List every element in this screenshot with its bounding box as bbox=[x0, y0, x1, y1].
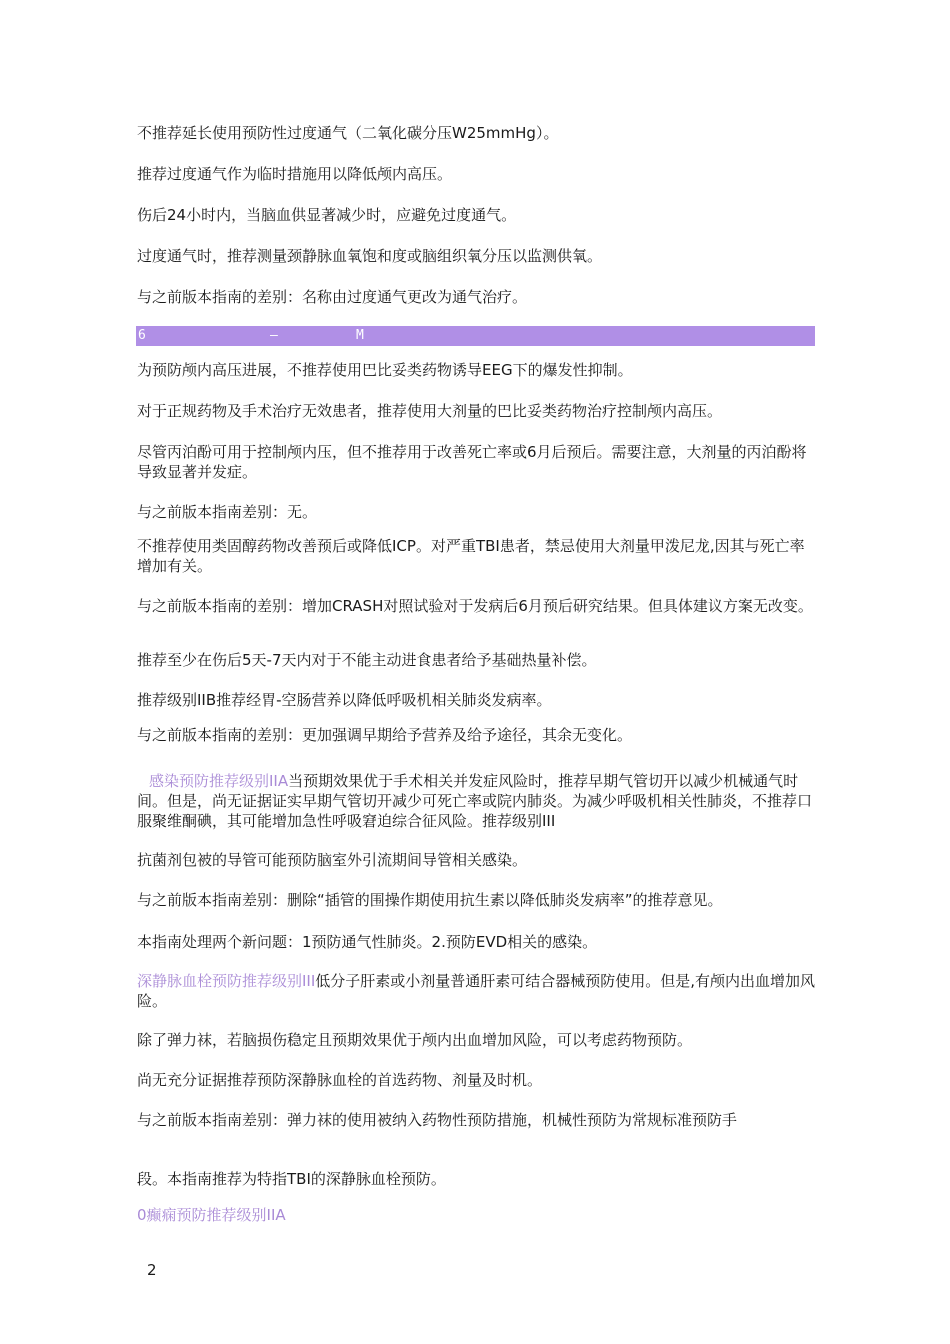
paragraph-monitoring: 过度通气时，推荐测量颈静脉血氧饱和度或脑组织氧分压以监测供氧。 bbox=[137, 247, 603, 265]
infection-text: 当预期效果优于手术相关并发症风险时，推荐早期气管切开以减少机械通气时间。但是，尚无证据证实早期气管切开减少可死亡率或院内肺炎。为减少呼吸机相关性肺炎，不推荐口服聚维酮碘，其可能增加急性呼吸窘迫综合征风险。推荐级别III bbox=[137, 772, 813, 830]
paragraph-barbiturate-2: 对于正规药物及手术治疗无效患者，推荐使用大剂量的巴比妥类药物治疗控制颅内高压。 bbox=[137, 402, 723, 420]
paragraph-barbiturate-1: 为预防颅内高压进展，不推荐使用巴比妥类药物诱导EEG下的爆发性抑制。 bbox=[137, 361, 633, 379]
section-band bbox=[136, 326, 815, 346]
paragraph-hyperventilation: 不推荐延长使用预防性过度通气（二氧化碳分压W25mmHg）。 bbox=[137, 124, 559, 142]
paragraph-difference-4: 与之前版本指南的差别：更加强调早期给予营养及给予途径，其余无变化。 bbox=[137, 726, 633, 744]
paragraph-difference-5: 与之前版本指南差别：删除“插管的围操作期使用抗生素以降低肺炎发病率”的推荐意见。 bbox=[137, 891, 723, 909]
dvt-heading: 深静脉血栓预防推荐级别III bbox=[137, 972, 316, 990]
paragraph-difference-6: 与之前版本指南差别：弹力袜的使用被纳入药物性预防措施，机械性预防为常规标准预防手 bbox=[137, 1111, 738, 1129]
infection-heading: 感染预防推荐级别IIA bbox=[149, 772, 289, 790]
paragraph-catheter: 抗菌剂包被的导管可能预防脑室外引流期间导管相关感染。 bbox=[137, 851, 528, 869]
paragraph-difference-2: 与之前版本指南差别：无。 bbox=[137, 503, 318, 521]
paragraph-propofol: 尽管丙泊酚可用于控制颅内压，但不推荐用于改善死亡率或6月后预后。需要注意，大剂量的丙泊酚将导致显著并发症。 bbox=[137, 443, 807, 481]
paragraph-tbi-dvt: 段。本指南推荐为特指TBI的深静脉血栓预防。 bbox=[137, 1170, 446, 1188]
paragraph-temporary-measure: 推荐过度通气作为临时措施用以降低颅内高压。 bbox=[137, 165, 453, 183]
page-number: 2 bbox=[147, 1261, 157, 1279]
paragraph-stockings: 除了弹力袜，若脑损伤稳定且预期效果优于颅内出血增加风险，可以考虑药物预防。 bbox=[137, 1031, 693, 1049]
paragraph-enteral: 推荐级别IIB推荐经胃-空肠营养以降低呼吸机相关肺炎发病率。 bbox=[137, 691, 552, 709]
paragraph-dvt bbox=[137, 971, 817, 1011]
band-char-2: — bbox=[270, 328, 278, 343]
paragraph-evidence: 尚无充分证据推荐预防深静脉血栓的首选药物、剂量及时机。 bbox=[137, 1071, 543, 1089]
band-char-3: M bbox=[356, 328, 364, 343]
paragraph-nutrition: 推荐至少在伤后5天-7天内对于不能主动进食患者给予基础热量补偿。 bbox=[137, 651, 597, 669]
paragraph-24h: 伤后24小时内，当脑血供显著减少时，应避免过度通气。 bbox=[137, 206, 517, 224]
paragraph-difference-1: 与之前版本指南的差别：名称由过度通气更改为通气治疗。 bbox=[137, 288, 528, 306]
paragraph-difference-3: 与之前版本指南的差别：增加CRASH对照试验对于发病后6月预后研究结果。但具体建议方案无改变。 bbox=[137, 597, 813, 615]
heading-epilepsy: 0癫痫预防推荐级别IIA bbox=[137, 1206, 286, 1224]
paragraph-steroids: 不推荐使用类固醇药物改善预后或降低ICP。对严重TBI患者，禁忌使用大剂量甲泼尼龙,因其与死亡率增加有关。 bbox=[137, 537, 805, 575]
band-char-1: 6 bbox=[138, 328, 146, 343]
paragraph-new-issues: 本指南处理两个新问题：1预防通气性肺炎。2.预防EVD相关的感染。 bbox=[137, 933, 598, 951]
paragraph-infection bbox=[137, 771, 817, 831]
dvt-text: 低分子肝素或小剂量普通肝素可结合器械预防使用。但是,有颅内出血增加风险。 bbox=[137, 972, 816, 1010]
